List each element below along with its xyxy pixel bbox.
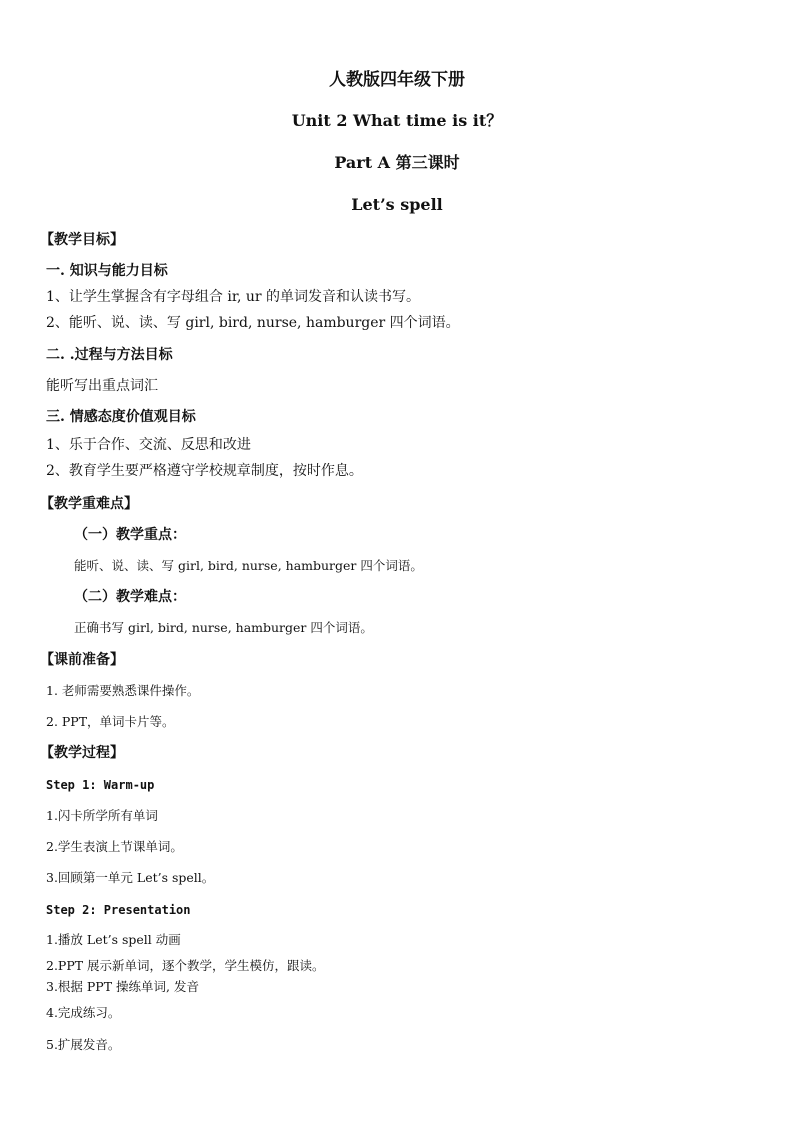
- process-goal-heading: 二. .过程与方法目标: [46, 347, 173, 363]
- step2-item-2: 2.PPT 展示新单词，逐个教学，学生模仿，跟读。: [46, 958, 325, 973]
- preparation-heading: 【课前准备】: [40, 652, 124, 668]
- step1-item-1: 1.闪卡所学所有单词: [46, 808, 158, 823]
- step2-heading: Step 2: Presentation: [46, 903, 191, 917]
- knowledge-item-2: 2、能听、说、读、写 girl, bird, nurse, hamburger 四个词语。: [46, 315, 460, 331]
- emotion-heading: 三. 情感态度价值观目标: [46, 409, 196, 425]
- step2-item-5: 5.扩展发音。: [46, 1037, 121, 1052]
- knowledge-item-1: 1、让学生掌握含有字母组合 ir, ur 的单词发音和认读书写。: [46, 289, 421, 305]
- lesson-title: Let’s spell: [351, 195, 443, 214]
- process-heading: 【教学过程】: [40, 745, 124, 761]
- difficulty-heading: （二）教学难点：: [74, 589, 186, 605]
- step1-heading: Step 1: Warm-up: [46, 778, 155, 792]
- book-title: 人教版四年级下册: [329, 70, 465, 90]
- emotion-item-1: 1、乐于合作、交流、反思和改进: [46, 437, 251, 453]
- step1-item-3: 3.回顾第一单元 Let’s spell。: [46, 870, 215, 885]
- focus-heading: （一）教学重点：: [74, 527, 186, 543]
- preparation-item-2: 2. PPT，单词卡片等。: [46, 714, 175, 729]
- unit-title: Unit 2 What time is it？: [291, 111, 503, 130]
- difficulty-item: 正确书写 girl, bird, nurse, hamburger 四个词语。: [74, 620, 373, 635]
- step2-item-4: 4.完成练习。: [46, 1005, 121, 1020]
- part-title: Part A 第三课时: [334, 153, 460, 172]
- focus-item: 能听、说、读、写 girl, bird, nurse, hamburger 四个词语。: [74, 558, 423, 573]
- objectives-heading: 【教学目标】: [40, 232, 124, 248]
- preparation-item-1: 1. 老师需要熟悉课件操作。: [46, 683, 200, 698]
- step2-item-3: 3.根据 PPT 操练单词, 发音: [46, 979, 199, 994]
- knowledge-heading: 一. 知识与能力目标: [46, 263, 168, 279]
- step1-item-2: 2.学生表演上节课单词。: [46, 839, 183, 854]
- process-goal-item: 能听写出重点词汇: [46, 378, 158, 394]
- step2-item-1: 1.播放 Let’s spell 动画: [46, 932, 181, 947]
- keypoints-heading: 【教学重难点】: [40, 496, 138, 512]
- emotion-item-2: 2、教育学生要严格遵守学校规章制度，按时作息。: [46, 463, 363, 479]
